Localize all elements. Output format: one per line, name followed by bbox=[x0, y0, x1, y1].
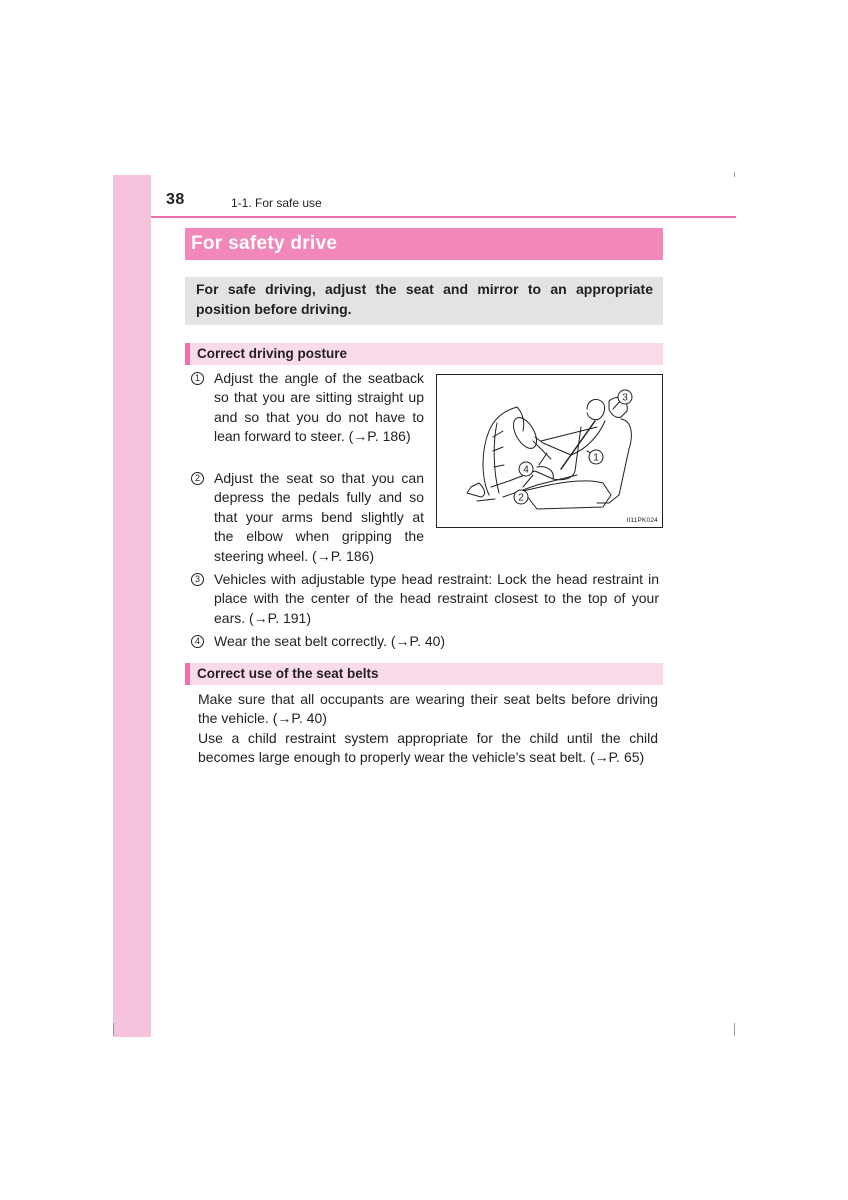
driver-head bbox=[587, 399, 605, 419]
crop-mark-bottom-right bbox=[734, 1023, 735, 1036]
callout-3-label: 3 bbox=[622, 392, 628, 404]
section-breadcrumb: 1-1. For safe use bbox=[231, 196, 322, 210]
callout-4-label: 4 bbox=[523, 464, 529, 476]
list-item-text: Adjust the seat so that you can depress the pedals fully and so that your arms bend slightly at the elbow when gripping the steering wheel. (→P. 186) bbox=[214, 470, 424, 564]
list-item-text: Wear the seat belt correctly. (→P. 40) bbox=[214, 633, 446, 649]
seat-belt bbox=[561, 421, 595, 469]
figure-code: II11PK024 bbox=[626, 517, 658, 524]
pedal-foot bbox=[467, 483, 485, 497]
number-marker: 3 bbox=[191, 573, 204, 586]
number-marker: 1 bbox=[191, 372, 204, 385]
page-title: For safety drive bbox=[185, 228, 663, 260]
subheading-seat-belts: Correct use of the seat belts bbox=[185, 663, 663, 685]
list-item-text: Vehicles with adjustable type head restraint: Lock the head restraint in place with the center of the head restraint closest to the top of your ears. (→P. 191) bbox=[214, 571, 659, 626]
number-marker: 2 bbox=[191, 472, 204, 485]
page-number: 38 bbox=[166, 191, 185, 208]
number-marker: 4 bbox=[191, 635, 204, 648]
intro-box: For safe driving, adjust the seat and mirror to an appropriate position before driving. bbox=[185, 277, 663, 325]
steering-wheel bbox=[509, 414, 542, 452]
header-rule bbox=[151, 216, 736, 218]
driving-posture-figure bbox=[436, 374, 663, 528]
side-color-strip bbox=[113, 175, 151, 1037]
driver-seat-illustration bbox=[437, 375, 664, 529]
callout-1-label: 1 bbox=[593, 452, 599, 464]
crop-mark-top-right bbox=[734, 172, 735, 177]
dashboard-outline bbox=[483, 407, 517, 495]
list-item-text: Adjust the angle of the seatback so that you are sitting straight up and so that you do not have to lean forward to steer. (→P. 186) bbox=[214, 370, 424, 445]
paragraph-child-restraint: Use a child restraint system appropriate for the child until the child becomes large enough to properly wear the vehicle’s seat belt. (→P. 65) bbox=[198, 730, 658, 766]
paragraph-occupants: Make sure that all occupants are wearing their seat belts before driving the vehicle. (→P. 40) bbox=[198, 691, 658, 727]
crop-mark-bottom-left bbox=[113, 1023, 114, 1036]
callout-2-label: 2 bbox=[518, 492, 524, 504]
subheading-driving-posture: Correct driving posture bbox=[185, 343, 663, 365]
